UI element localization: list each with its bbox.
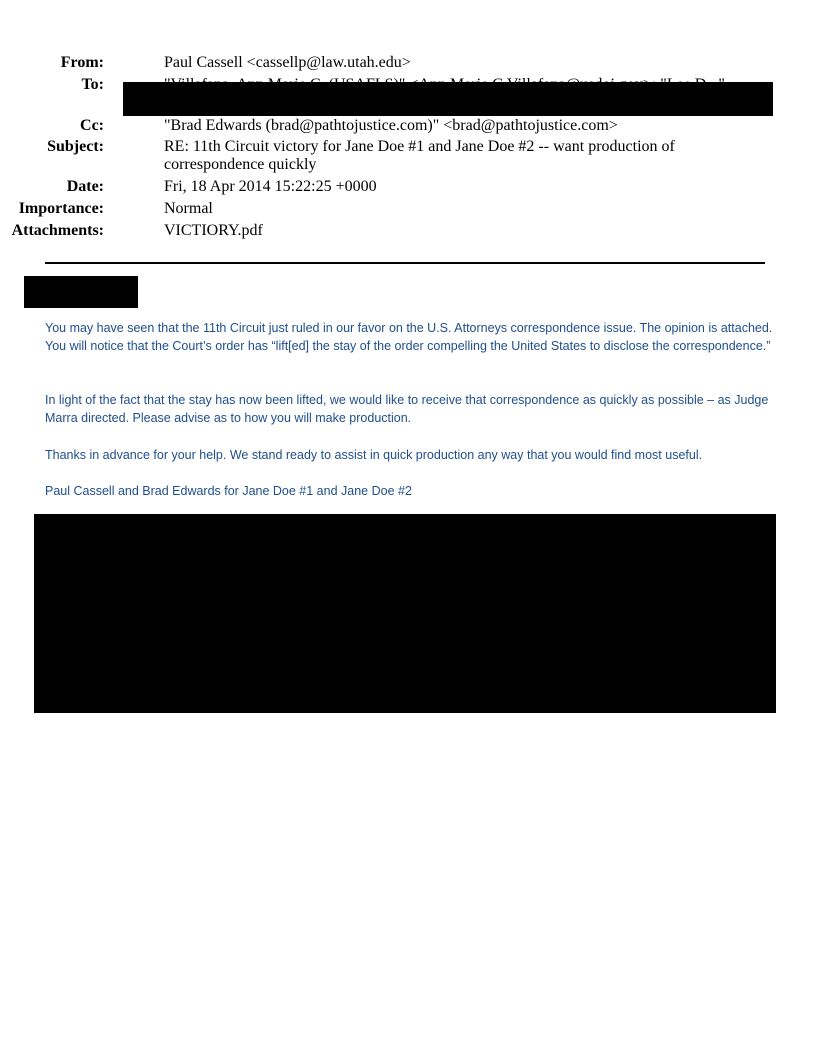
from-label: From: (60, 54, 104, 71)
date-value: Fri, 18 Apr 2014 15:22:25 +0000 (164, 178, 377, 195)
signature-line: Paul Cassell and Brad Edwards for Jane Doe #1 and Jane Doe #2 (45, 484, 412, 498)
subject-value: RE: 11th Circuit victory for Jane Doe #1 and Jane Doe #2 -- want production of correspondence quickly (164, 138, 675, 173)
subject-label: Subject: (47, 138, 104, 155)
to-label: To: (81, 76, 104, 93)
body-paragraph-2: In light of the fact that the stay has now been lifted, we would like to receive that correspondence as quickly as possible – as Judge Marra directed. Please advise as to how you will make production. (45, 393, 769, 425)
importance-value: Normal (164, 200, 213, 217)
redaction-block-greeting (24, 276, 138, 308)
header-divider (45, 262, 765, 264)
cc-value: "Brad Edwards (brad@pathtojustice.com)" <brad@pathtojustice.com> (164, 117, 618, 134)
attachments-value: VICTIORY.pdf (164, 222, 263, 239)
cc-label: Cc: (80, 117, 104, 134)
body-paragraph-3: Thanks in advance for your help. We stand ready to assist in quick production any way that you would find most useful. (45, 448, 703, 462)
from-value: Paul Cassell <cassellp@law.utah.edu> (164, 54, 411, 71)
importance-label: Importance: (18, 200, 104, 217)
date-label: Date: (66, 178, 104, 195)
redaction-block-footer (34, 514, 776, 713)
attachments-label: Attachments: (11, 222, 104, 239)
body-paragraph-1: You may have seen that the 11th Circuit just ruled in our favor on the U.S. Attorneys correspondence issue. The opinion is attached. You will notice that the Court’s order has “lift[ed] the stay of the order compelling the United States to disclose the correspondence.” (45, 321, 773, 353)
redaction-block-to (123, 82, 773, 116)
